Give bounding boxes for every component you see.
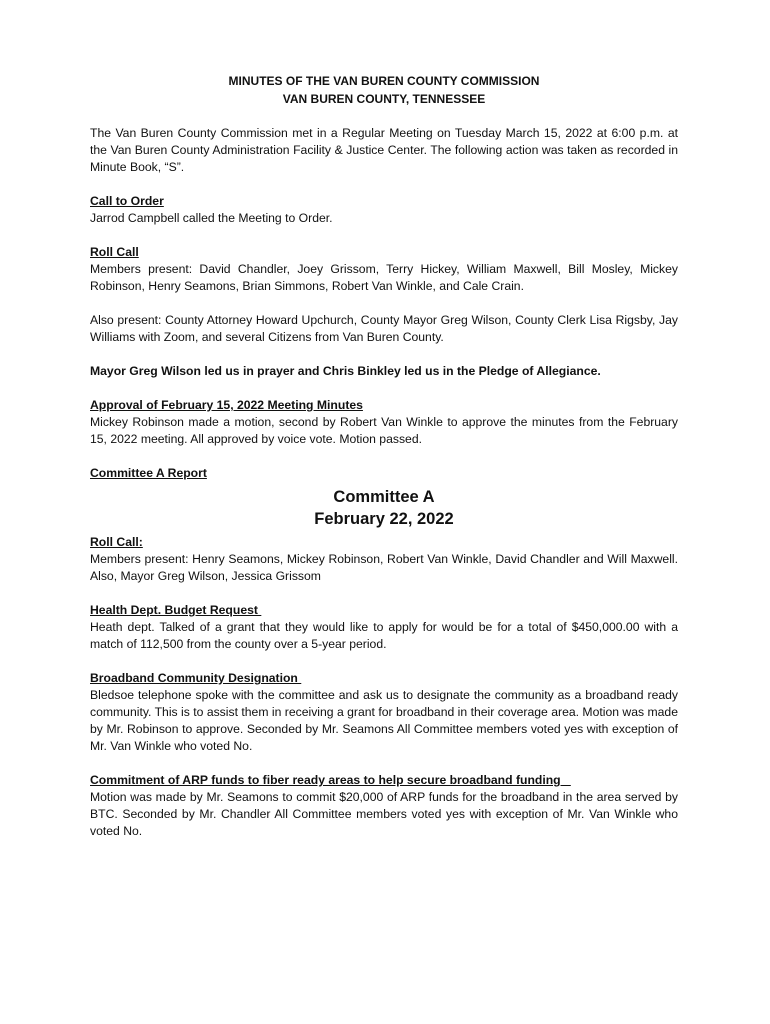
roll-call-also-present: Also present: County Attorney Howard Upchurch, County Mayor Greg Wilson, County Clerk Lisa Rigsby, Jay Williams with Zoom, and several Citizens from Van Buren County. [90, 313, 678, 344]
arp-funds-heading: Commitment of ARP funds to fiber ready areas to help secure broadband funding [90, 773, 571, 787]
arp-funds-text: Motion was made by Mr. Seamons to commit $20,000 of ARP funds for the broadband in the area served by BTC. Seconded by Mr. Chandler All Committee members voted yes with exception of Mr. Van Winkle who voted No. [90, 790, 678, 838]
approval-heading: Approval of February 15, 2022 Meeting Minutes [90, 398, 363, 412]
title-line-1: MINUTES OF THE VAN BUREN COUNTY COMMISSION [228, 74, 540, 88]
broadband-heading: Broadband Community Designation [90, 671, 302, 685]
committee-a-report-heading: Committee A Report [90, 466, 207, 480]
approval-text: Mickey Robinson made a motion, second by Robert Van Winkle to approve the minutes from the February 15, 2022 meeting. All approved by voice vote. Motion passed. [90, 415, 678, 446]
prayer-line: Mayor Greg Wilson led us in prayer and Chris Binkley led us in the Pledge of Allegiance. [90, 364, 601, 378]
title-line-2: VAN BUREN COUNTY, TENNESSEE [282, 92, 486, 106]
committee-a-date: February 22, 2022 [314, 510, 454, 528]
call-to-order-heading: Call to Order [90, 194, 164, 208]
minutes-document [90, 72, 678, 840]
broadband-text: Bledsoe telephone spoke with the committee and ask us to designate the community as a broadband ready community. This is to assist them in receiving a grant for broadband in their coverage area. Motion was made by Mr. Robinson to approve. Seconded by Mr. Seamons All Committee members voted yes with exception of Mr. Van Winkle who voted No. [90, 688, 678, 753]
roll-call-heading: Roll Call [90, 245, 139, 259]
document-title [90, 72, 678, 108]
call-to-order-text: Jarrod Campbell called the Meeting to Order. [90, 211, 333, 225]
health-dept-heading: Health Dept. Budget Request [90, 603, 262, 617]
committee-roll-call-heading: Roll Call: [90, 535, 143, 549]
committee-roll-call-text: Members present: Henry Seamons, Mickey Robinson, Robert Van Winkle, David Chandler and Will Maxwell. Also, Mayor Greg Wilson, Jessica Grissom [90, 552, 678, 583]
roll-call-members: Members present: David Chandler, Joey Grissom, Terry Hickey, William Maxwell, Bill Mosley, Mickey Robinson, Henry Seamons, Brian Simmons, Robert Van Winkle, and Cale Crain. [90, 262, 678, 293]
health-dept-text: Heath dept. Talked of a grant that they would like to apply for would be for a total of $450,000.00 with a match of 112,500 from the county over a 5-year period. [90, 620, 678, 651]
committee-a-title: Committee A [333, 488, 435, 506]
intro-paragraph: The Van Buren County Commission met in a Regular Meeting on Tuesday March 15, 2022 at 6:00 p.m. at the Van Buren County Administration Facility & Justice Center. The following action was taken as recorded in Minute Book, “S”. [90, 126, 678, 174]
